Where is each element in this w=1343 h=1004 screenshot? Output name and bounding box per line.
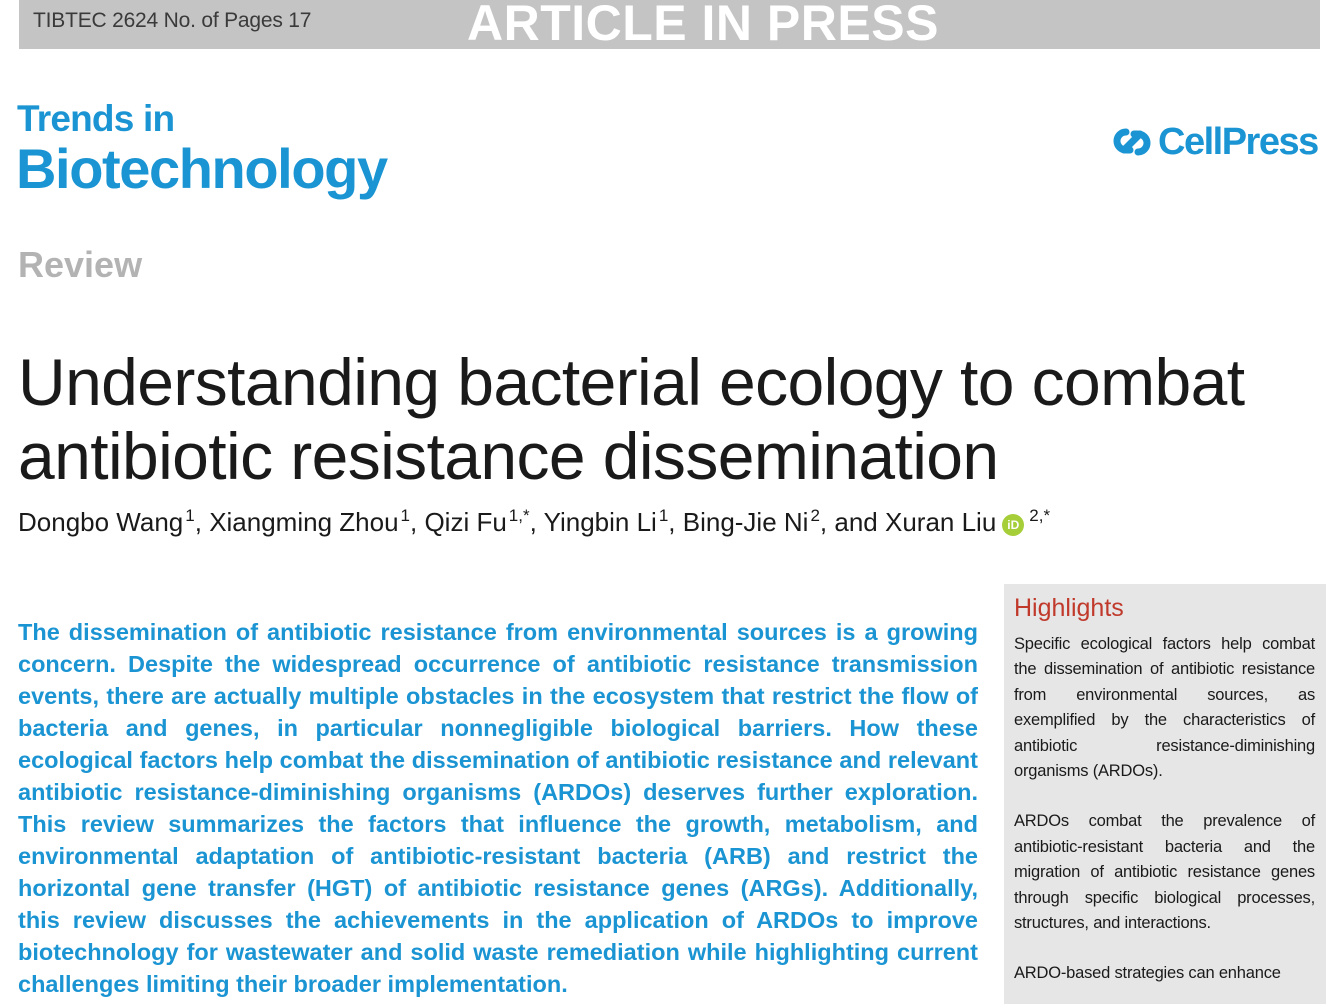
author-name[interactable]: Xiangming Zhou xyxy=(209,507,399,537)
author-name[interactable]: Bing-Jie Ni xyxy=(682,507,809,537)
author-name[interactable]: Qizi Fu xyxy=(424,507,507,537)
article-in-press-banner: ARTICLE IN PRESS xyxy=(467,0,939,51)
orcid-icon[interactable]: iD xyxy=(1002,514,1024,536)
highlights-list xyxy=(1014,632,1315,1004)
highlight-item: ARDOs combat the prevalence of antibiotic-resistant bacteria and the migration of antibiotic resistance genes through specific biological processes, structures, and interactions. xyxy=(1014,812,1315,933)
author-affiliation-mark: 2,* xyxy=(1029,506,1051,525)
author-affiliation-mark: 1,* xyxy=(508,506,530,525)
author-separator: , xyxy=(410,507,425,537)
author-separator: , xyxy=(529,507,544,537)
abstract-text: The dissemination of antibiotic resistance from environmental sources is a growing concern. Despite the widespread occurrence of antibiotic resistance transmission events, there are actually multiple obstacles in the ecosystem that restrict the flow of bacteria and genes, in particular nonnegligible biological barriers. How these ecological factors help combat the dissemination of antibiotic resistance and relevant antibiotic resistance-diminishing organisms (ARDOs) deserves further exploration. This review summarizes the factors that influence the growth, metabolism, and environmental adaptation of antibiotic-resistant bacteria (ARB) and restrict the horizontal gene transfer (HGT) of antibiotic resistance genes (ARGs). Additionally, this review discusses the achievements in the application of ARDOs to improve biotechnology for wastewater and solid waste remediation while highlighting current challenges limiting their broader implementation. xyxy=(18,618,978,997)
author-name[interactable]: Xuran Liu xyxy=(884,507,997,537)
journal-name-line1: Trends in xyxy=(17,98,175,139)
author-separator: , xyxy=(194,507,210,537)
publisher-logo[interactable] xyxy=(1110,118,1318,166)
author-affiliation-mark: 2 xyxy=(810,506,820,525)
publisher-name: CellPress xyxy=(1158,120,1318,163)
article-title: Understanding bacterial ecology to combat antibiotic resistance dissemination xyxy=(18,345,1245,494)
author-affiliation-mark: 1 xyxy=(658,506,669,525)
author-name[interactable]: Dongbo Wang xyxy=(18,507,184,537)
author-affiliation-mark: 1 xyxy=(400,506,410,525)
author-name[interactable]: Yingbin Li xyxy=(543,507,657,537)
highlights-title: Highlights xyxy=(1014,594,1124,622)
article-in-press-bar xyxy=(19,0,1320,49)
highlight-item: Specific ecological factors help combat the dissemination of antibiotic resistance from environmental sources, as exemplified by the characteristics of antibiotic resistance-diminishing organisms (ARDOs). xyxy=(1014,635,1315,781)
highlight-item: ARDO-based strategies can enhance xyxy=(1014,964,1281,983)
manuscript-code: TIBTEC 2624 No. of Pages 17 xyxy=(33,9,312,32)
author-separator: , xyxy=(668,507,683,537)
article-type-label: Review xyxy=(18,244,143,285)
author-list xyxy=(18,506,1050,538)
cellpress-logo-icon xyxy=(1110,120,1154,164)
highlights-box xyxy=(1004,584,1326,1004)
author-separator: , and xyxy=(819,507,885,537)
author-affiliation-mark: 1 xyxy=(185,506,195,525)
journal-name-line2: Biotechnology xyxy=(16,137,387,200)
